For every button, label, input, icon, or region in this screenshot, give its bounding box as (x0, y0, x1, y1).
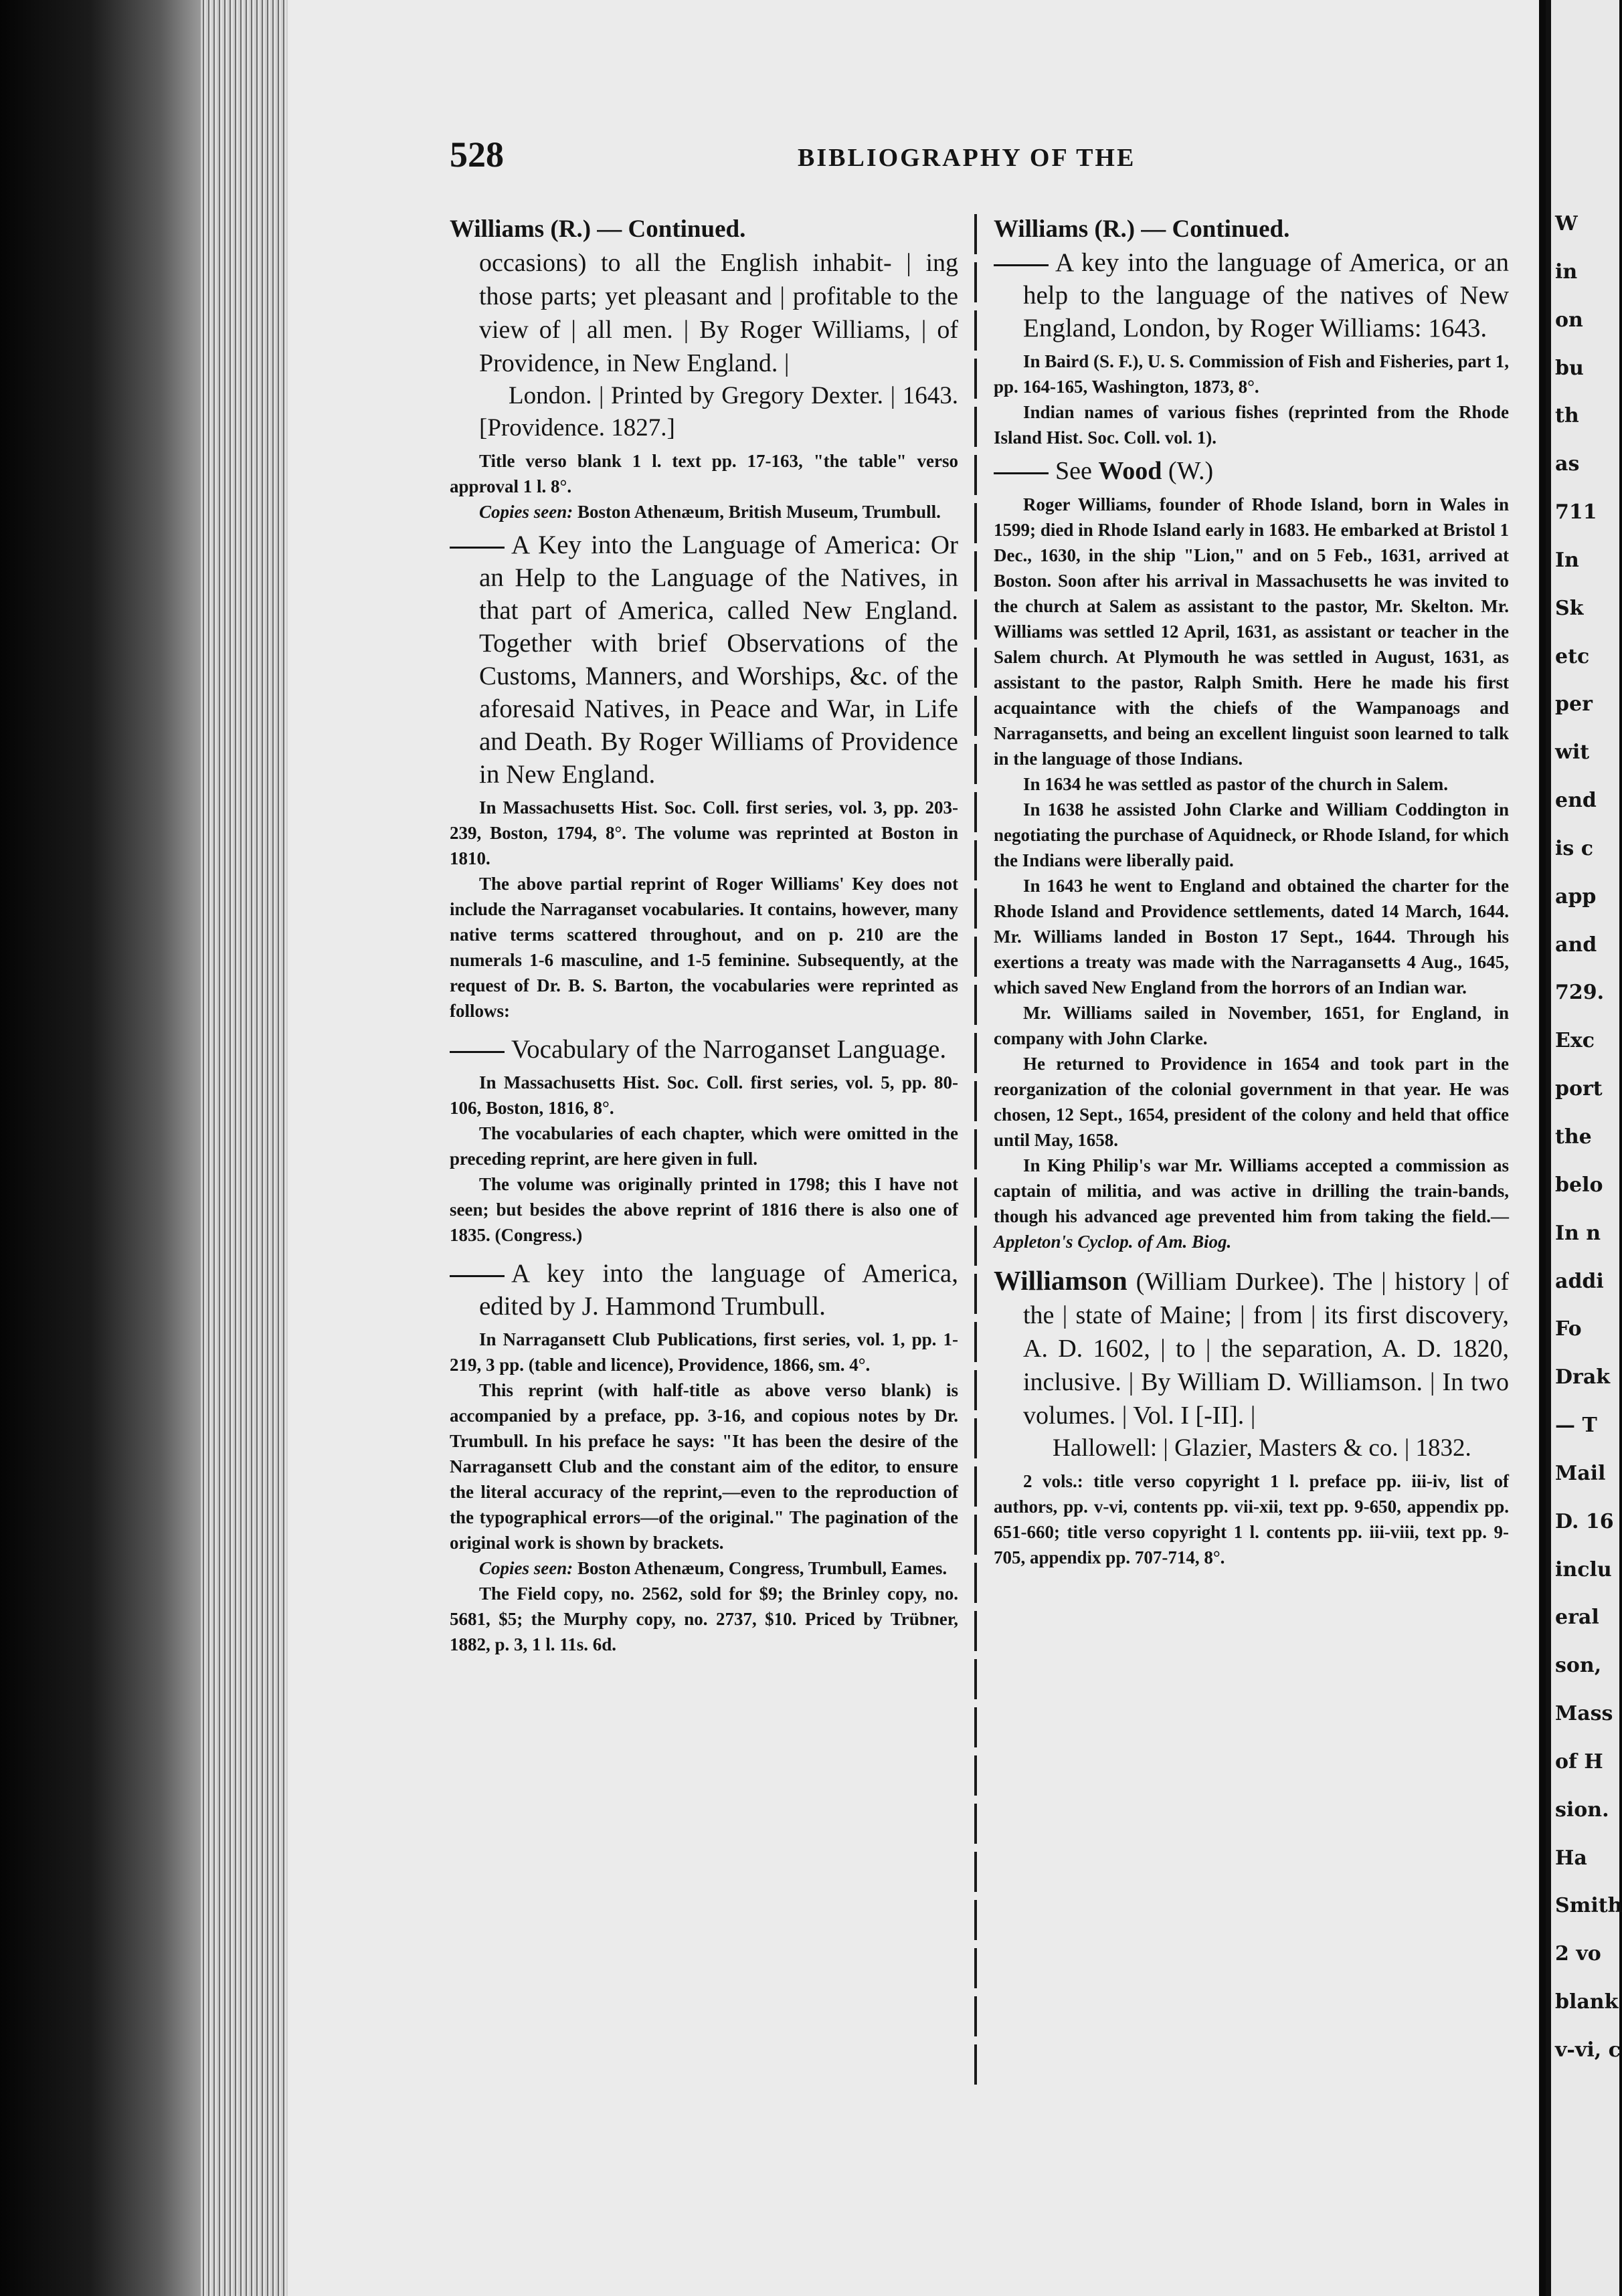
next-page-fragment: of H (1555, 1750, 1603, 1774)
next-page-fragment: Mass (1555, 1702, 1613, 1725)
right-column (994, 213, 1509, 1570)
left-column (450, 213, 958, 1657)
biography-paragraph: In 1634 he was settled as pastor of the church in Salem. (1023, 774, 1449, 794)
next-page-edge (1546, 0, 1622, 2296)
entry-note: The volume was originally printed in 1798; this I have not seen; but besides the above reprint of 1816 there is also one of 1835. (Congress.) (450, 1174, 958, 1245)
next-page-fragment: 729. (1555, 981, 1605, 1004)
see-also (994, 454, 1509, 488)
next-page-fragment: app (1555, 885, 1597, 908)
next-page-fragment: Ha (1555, 1846, 1587, 1870)
see-label: See (1055, 457, 1099, 485)
biography-paragraph: Mr. Williams sailed in November, 1651, for England, in company with John Clarke. (994, 1003, 1509, 1048)
next-page-fragment: th (1555, 404, 1579, 427)
biography-paragraph: Roger Williams, founder of Rhode Island, born in Wales in 1599; died in Rhode Island early in 1683. He embarked at Bristol 1 Dec., 1630, in the ship "Lion," and on 5 Feb., 1631, arrived at Boston. Soon after his arrival in Massachusetts he was invited to the church at Salem as assistant to the pastor, Mr. Skelton. Mr. Williams was settled 12 April, 1631, as assistant or teacher in the Salem church. At Plymouth he was settled in August, 1631, as assistant to the pastor, Ralph Smith. Here he made his first acquaintance with the chiefs of the Wampanoags and Narragansetts, and being an excellent linguist soon learned to talk in the language of those Indians. (994, 494, 1509, 769)
collation-note: 2 vols.: title verso copyright 1 l. preface pp. iii-iv, list of authors, pp. v-vi, contents pp. vii-xii, text pp. 9-650, appendix pp. 651-660; title verso copyright 1 l. contents pp. iii-viii, text pp. 9-705, appendix pp. 707-714, 8°. (994, 1471, 1509, 1567)
entry-title: Vocabulary of the Narroganset Language. (511, 1035, 947, 1064)
next-page-fragment: inclu (1555, 1558, 1612, 1582)
next-page-fragment: in (1555, 260, 1578, 284)
imprint-text: London. | Printed by Gregory Dexter. | 1643. [Providence. 1827.] (479, 382, 958, 442)
entry-title: A key into the language of America, edited by J. Hammond Trumbull. (479, 1259, 958, 1321)
entry-note: Indian names of various fishes (reprinted from the Rhode Island Hist. Soc. Coll. vol. 1). (994, 402, 1509, 448)
copies-text: Boston Athenæum, Congress, Trumbull, Eames. (573, 1558, 948, 1578)
entry-vocabulary-1816 (450, 1033, 958, 1066)
next-page-fragment: as (1555, 452, 1580, 476)
page-edges (201, 0, 288, 2296)
see-rest: (W.) (1162, 457, 1214, 485)
bio-text: In King Philip's war Mr. Williams accepted a commission as captain of militia, and was active in drilling the train-bands, though his advanced age prevented him from taking the field.— (994, 1155, 1509, 1226)
entry-note: In Massachusetts Hist. Soc. Coll. first series, vol. 5, pp. 80-106, Boston, 1816, 8°. (450, 1072, 958, 1118)
next-page-fragment: son, (1555, 1654, 1602, 1677)
entry-title: (William Durkee). The | history | of the | state of Maine; | from | its first discovery, A. D. 1602, | to | the separation, A. D. 1820, inclusive. | By William D. Williamson. | In two volumes. | Vol. I [-II]. | (1023, 1268, 1509, 1430)
entry-note: The above partial reprint of Roger Williams' Key does not include the Narraganset vocabularies. It contains, however, many native terms scattered throughout, and on p. 210 are the numerals 1-6 masculine, and 1-5 feminine. Subsequently, at the request of Dr. B. S. Barton, the vocabularies were reprinted as follows: (450, 874, 958, 1021)
next-page-fragment: Drak (1555, 1365, 1611, 1389)
next-page-fragment: Sk (1555, 597, 1584, 620)
next-page-fragment: port (1555, 1077, 1603, 1101)
next-page-fragment: Fo (1555, 1317, 1582, 1341)
next-page-fragment: sion. (1555, 1798, 1609, 1822)
page-header (450, 134, 1514, 187)
next-page-fragment: blank (1555, 1990, 1619, 2014)
biography-paragraph: He returned to Providence in 1654 and took part in the reorganization of the colonial government in that year. He was chosen, 12 Sept., 1654, president of the colony and held that office until May, 1658. (994, 1054, 1509, 1150)
dash-rule (450, 1275, 505, 1277)
entry-note: In Massachusetts Hist. Soc. Coll. first series, vol. 3, pp. 203-239, Boston, 1794, 8°. The volume was reprinted at Boston in 1810. (450, 797, 958, 868)
copies-label: Copies seen: (479, 502, 573, 522)
next-page-fragment: end (1555, 789, 1597, 812)
dash-rule (994, 264, 1049, 266)
next-page-fragment: the (1555, 1125, 1592, 1149)
left-heading (450, 213, 958, 246)
book-spine-shadow (0, 0, 201, 2296)
see-name: Wood (1098, 457, 1162, 485)
collation-note: Title verso blank 1 l. text pp. 17-163, "the table" verso approval 1 l. 8°. (450, 451, 958, 496)
running-title: BIBLIOGRAPHY OF THE (798, 144, 1136, 172)
column-rule (974, 214, 977, 2087)
next-page-fragment: on (1555, 308, 1583, 332)
author-name: Williamson (994, 1265, 1128, 1296)
right-heading (994, 213, 1509, 246)
next-page-fragment: In (1555, 549, 1579, 572)
next-page-fragment: 711 (1555, 500, 1597, 524)
biography-paragraph (994, 1153, 1509, 1254)
biography-paragraph: In 1638 he assisted John Clarke and William Coddington in negotiating the purchase of Aquidneck, or Rhode Island, for which the Indians were liberally paid. (994, 799, 1509, 870)
next-page-fragment: — T (1555, 1414, 1597, 1437)
entry-title: A key into the language of America, or an help to the language of the natives of New England, London, by Roger Williams: 1643. (1023, 248, 1509, 343)
entry-note: In Baird (S. F.), U. S. Commission of Fish and Fisheries, part 1, pp. 164-165, Washington, 1873, 8°. (994, 351, 1509, 397)
entry-williamson (994, 1264, 1509, 1432)
page-number: 528 (450, 134, 504, 175)
entry-title: A Key into the Language of America: Or an Help to the Language of the Natives, in that part of America, called New England. Together with brief Observations of the Customs, Manners, and Worships, &c. of the aforesaid Natives, in Peace and War, in Life and Death. By Roger Williams of Providence in New England. (479, 531, 958, 789)
copies-note (450, 1555, 958, 1581)
imprint (450, 380, 958, 444)
next-page-fragment: In n (1555, 1222, 1601, 1245)
title-continued: occasions) to all the English inhabit- | ing those parts; yet pleasant and | profitable to the view of | all men. | By Roger Williams, | of Providence, in New England. | (479, 249, 958, 377)
next-page-fragment: is c (1555, 837, 1593, 860)
next-page-fragment: eral (1555, 1606, 1599, 1629)
bio-source: Appleton's Cyclop. of Am. Biog. (994, 1232, 1232, 1252)
dash-rule (994, 472, 1049, 474)
dash-rule (450, 1051, 505, 1053)
next-page-fragment: addi (1555, 1270, 1604, 1293)
next-page-fragment: 2 vo (1555, 1942, 1601, 1966)
entry-key-1873 (994, 246, 1509, 345)
heading-rest: (R.) — Continued. (544, 215, 746, 243)
entry-note: The vocabularies of each chapter, which were omitted in the preceding reprint, are here given in full. (450, 1123, 958, 1169)
copies-note (450, 499, 958, 524)
entry-note: In Narragansett Club Publications, first series, vol. 1, pp. 1-219, 3 pp. (table and licence), Providence, 1866, sm. 4°. (450, 1329, 958, 1375)
biography-paragraph: In 1643 he went to England and obtained the charter for the Rhode Island and Providence settlements, dated 14 March, 1644. Mr. Williams landed in Boston 17 Sept., 1644. Through his exertions a treaty was made with the Narragansetts 4 Aug., 1645, which saved New England from the horrors of an Indian war. (994, 876, 1509, 997)
next-page-fragment: v-vi, c (1555, 2038, 1621, 2062)
entry-note: The Field copy, no. 2562, sold for $9; the Brinley copy, no. 5681, $5; the Murphy copy, no. 2737, $10. Priced by Trübner, 1882, p. 3, 1 l. 11s. 6d. (450, 1584, 958, 1654)
next-page-fragment: Exc (1555, 1029, 1595, 1052)
copies-text: Boston Athenæum, British Museum, Trumbull. (573, 502, 941, 522)
imprint (994, 1432, 1509, 1464)
dash-rule (450, 547, 505, 549)
heading-name: Williams (450, 215, 545, 243)
next-page-fragment: etc (1555, 645, 1590, 668)
entry-key-trumbull (450, 1257, 958, 1323)
next-page-fragment: per (1555, 692, 1593, 716)
imprint-text: Hallowell: | Glazier, Masters & co. | 1832. (1053, 1434, 1471, 1462)
entry-key-1794 (450, 529, 958, 791)
next-page-fragment: Smith (1555, 1894, 1622, 1917)
heading-rest: (R.) — Continued. (1088, 215, 1290, 243)
next-page-fragment: and (1555, 933, 1597, 957)
heading-name: Williams (994, 215, 1089, 243)
next-page-fragment: D. 16 (1555, 1510, 1614, 1533)
next-page-fragment: wit (1555, 741, 1590, 764)
next-page-fragment: bu (1555, 357, 1584, 380)
entry-note: This reprint (with half-title as above verso blank) is accompanied by a preface, pp. 3-16, and copious notes by Dr. Trumbull. In his preface he says: "It has been the desire of the Narragansett Club and the constant aim of the editor, to ensure the literal accuracy of the reprint,—even to the reproduction of the typographical errors—of the original." The pagination of the original work is shown by brackets. (450, 1380, 958, 1553)
next-page-fragment: W (1555, 212, 1578, 235)
copies-label: Copies seen: (479, 1558, 573, 1578)
next-page-fragment: belo (1555, 1173, 1603, 1197)
next-page-fragment: Mail (1555, 1462, 1606, 1485)
